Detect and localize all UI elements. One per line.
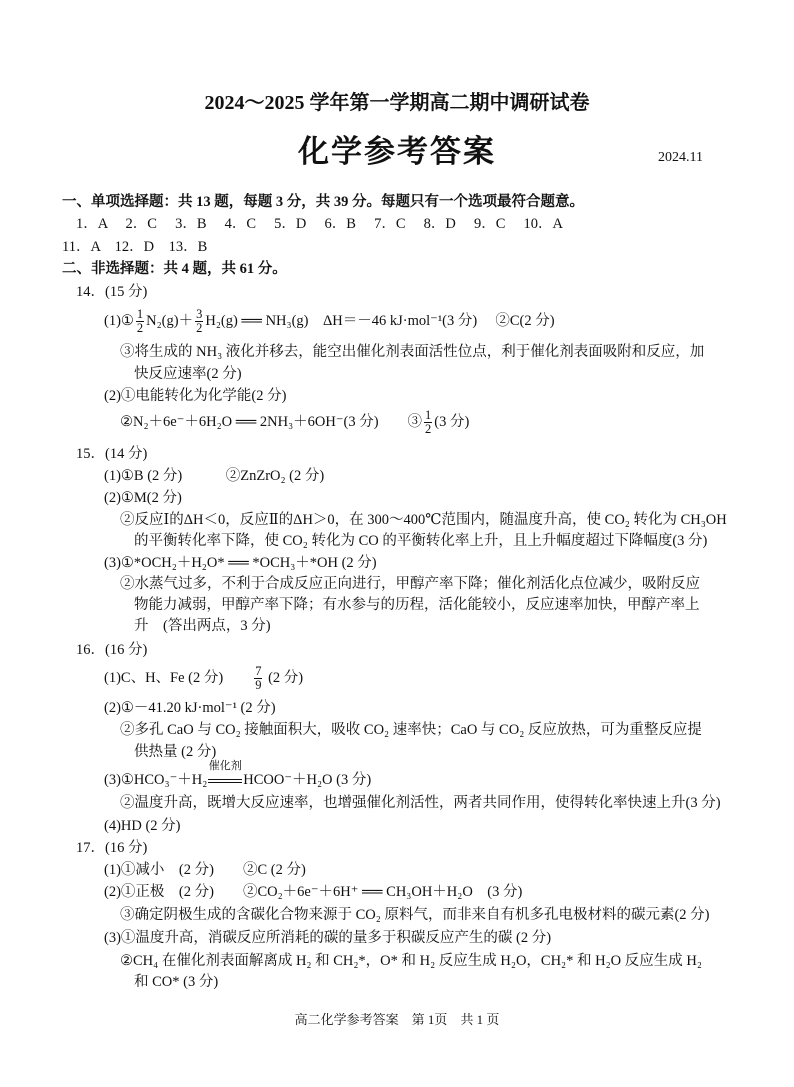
q14-part1-3-line2: 快反应速率(2 分) xyxy=(134,366,242,382)
q15-part3-2-line3: 升 (答出两点，3 分) xyxy=(134,618,271,634)
fraction-one-half xyxy=(136,308,144,335)
q16-header: 16．(16 分) xyxy=(76,642,148,658)
fraction-numerator: 3 xyxy=(196,307,203,322)
q16-part3-1 xyxy=(104,760,372,790)
q14-part2-2-text: ②N₂＋6e⁻＋6H₂O ══ 2NH₃＋6OH⁻(3 分) ③ xyxy=(120,414,423,430)
q17-header: 17．(16 分) xyxy=(76,840,148,856)
fraction-numerator: 7 xyxy=(255,664,262,679)
q16-part1-score: (2 分) xyxy=(268,670,304,686)
q14-part1-mid: N₂(g)＋ xyxy=(146,313,194,329)
q16-part3-2: ②温度升高，既增大反应速率，也增强催化剂活性，两者共同作用，使得转化率快速上升(3 分) xyxy=(120,795,721,811)
catalyst-arrow xyxy=(207,760,243,790)
q15-part3-2-line2: 物能力减弱，甲醇产率下降；有水参与的历程，活化能较小，反应速率加快，甲醇产率上 xyxy=(134,597,700,613)
q16-part1 xyxy=(104,664,303,692)
q16-part2-2-line1: ②多孔 CaO 与 CO₂ 接触面积大，吸收 CO₂ 速率快；CaO 与 CO₂ 反应放热，可为重整反应提 xyxy=(120,722,702,738)
q16-part2-2-line2: 供热量 (2 分) xyxy=(134,744,217,760)
mc-answers-row1: 1．A 2．C 3．B 4．C 5．D 6．B 7．C 8．D 9．C 10．A xyxy=(76,216,563,232)
exam-date: 2024.11 xyxy=(658,150,703,165)
equals-bar xyxy=(208,779,242,783)
q15-part3-1: (3)①*OCH₂＋H₂O* ══ *OCH₃＋*OH (2 分) xyxy=(104,555,377,571)
fraction-one-half xyxy=(424,409,432,436)
q15-part3-2-line1: ②水蒸气过多，不利于合成反应正向进行，甲醇产率下降；催化剂活化点位减少，吸附反应 xyxy=(120,576,700,592)
q17-part2-3: ③确定阴极生成的含碳化合物来源于 CO₂ 原料气，而非来自有机多孔电极材料的碳元素(2 分) xyxy=(120,907,710,923)
q17-part3-2-line2: 和 CO* (3 分) xyxy=(134,974,219,990)
fraction-numerator: 1 xyxy=(136,307,144,322)
catalyst-label: 催化剂 xyxy=(208,760,242,772)
q15-part2-1: (2)①M(2 分) xyxy=(104,490,182,506)
fraction-three-halves xyxy=(195,308,203,335)
q16-part4: (4)HD (2 分) xyxy=(104,818,181,834)
section2-heading: 二、非选择题：共 4 题，共 61 分。 xyxy=(62,261,287,277)
q15-part1: (1)①B (2 分) ②ZnZrO₂ (2 分) xyxy=(104,468,325,484)
q17-part2-1: (2)①正极 (2 分) ②CO₂＋6e⁻＋6H⁺ ══ CH₃OH＋H₂O (3 分) xyxy=(104,884,523,900)
q17-part3-1: (3)①温度升高，消碳反应所消耗的碳的量多于积碳反应产生的碳 (2 分) xyxy=(104,930,552,946)
fraction-numerator: 1 xyxy=(425,408,432,423)
q16-part3-1-left: (3)①HCO₃⁻＋H₂ xyxy=(104,772,208,788)
q15-part2-2-line2: 的平衡转化率下降，使 CO₂ 转化为 CO 的平衡转化率上升，且上升幅度超过下降幅度(3 分) xyxy=(134,533,708,549)
q14-part1-prefix: (1)① xyxy=(104,313,134,329)
answer-key-title: 化学参考答案 xyxy=(298,134,496,169)
q14-part2-1: (2)①电能转化为化学能(2 分) xyxy=(104,388,287,404)
exam-title: 2024～2025 学年第一学期高二期中调研试卷 xyxy=(204,92,590,114)
q14-part2-3-score: (3 分) xyxy=(434,414,470,430)
q14-part2-2 xyxy=(120,408,469,436)
q14-part1-3-line1: ③将生成的 NH₃ 液化并移去，能空出催化剂表面活性位点，利于催化剂表面吸附和反应，加 xyxy=(120,344,705,360)
fraction-seven-ninths xyxy=(254,665,262,692)
section1-heading: 一、单项选择题：共 13 题，每题 3 分，共 39 分。每题只有一个选项最符合题意。 xyxy=(62,194,584,210)
q14-part1-rest: H₂(g) ══ NH₃(g) ΔH＝－46 kJ·mol⁻¹(3 分) ②C(2 分) xyxy=(205,313,555,329)
mc-answers-row2: 11．A 12．D 13．B xyxy=(62,239,208,255)
q15-part2-2-line1: ②反应Ⅰ的ΔH＜0，反应Ⅱ的ΔH＞0，在 300～400℃范围内，随温度升高，使 CO₂ 转化为 CH₃OH xyxy=(120,512,727,528)
q14-part1-equation xyxy=(104,307,555,335)
q15-header: 15．(14 分) xyxy=(76,446,148,462)
q17-part1: (1)①减小 (2 分) ②C (2 分) xyxy=(104,862,306,878)
q16-part2-1: (2)①－41.20 kJ·mol⁻¹ (2 分) xyxy=(104,700,276,716)
fraction-denominator: 9 xyxy=(255,678,262,693)
q16-part3-1-right: HCOO⁻＋H₂O (3 分) xyxy=(243,772,372,788)
fraction-denominator: 2 xyxy=(196,321,203,336)
page-footer: 高二化学参考答案 第 1页 共 1 页 xyxy=(294,1012,500,1027)
fraction-denominator: 2 xyxy=(136,321,144,336)
q16-part1-text: (1)C、H、Fe (2 分) xyxy=(104,670,253,686)
q17-part3-2-line1: ②CH₄ 在催化剂表面解离成 H₂ 和 CH₂*，O* 和 H₂ 反应生成 H₂O，CH₂* 和 H₂O 反应生成 H₂ xyxy=(120,953,702,969)
q14-header: 14．(15 分) xyxy=(76,284,148,300)
fraction-denominator: 2 xyxy=(425,422,432,437)
